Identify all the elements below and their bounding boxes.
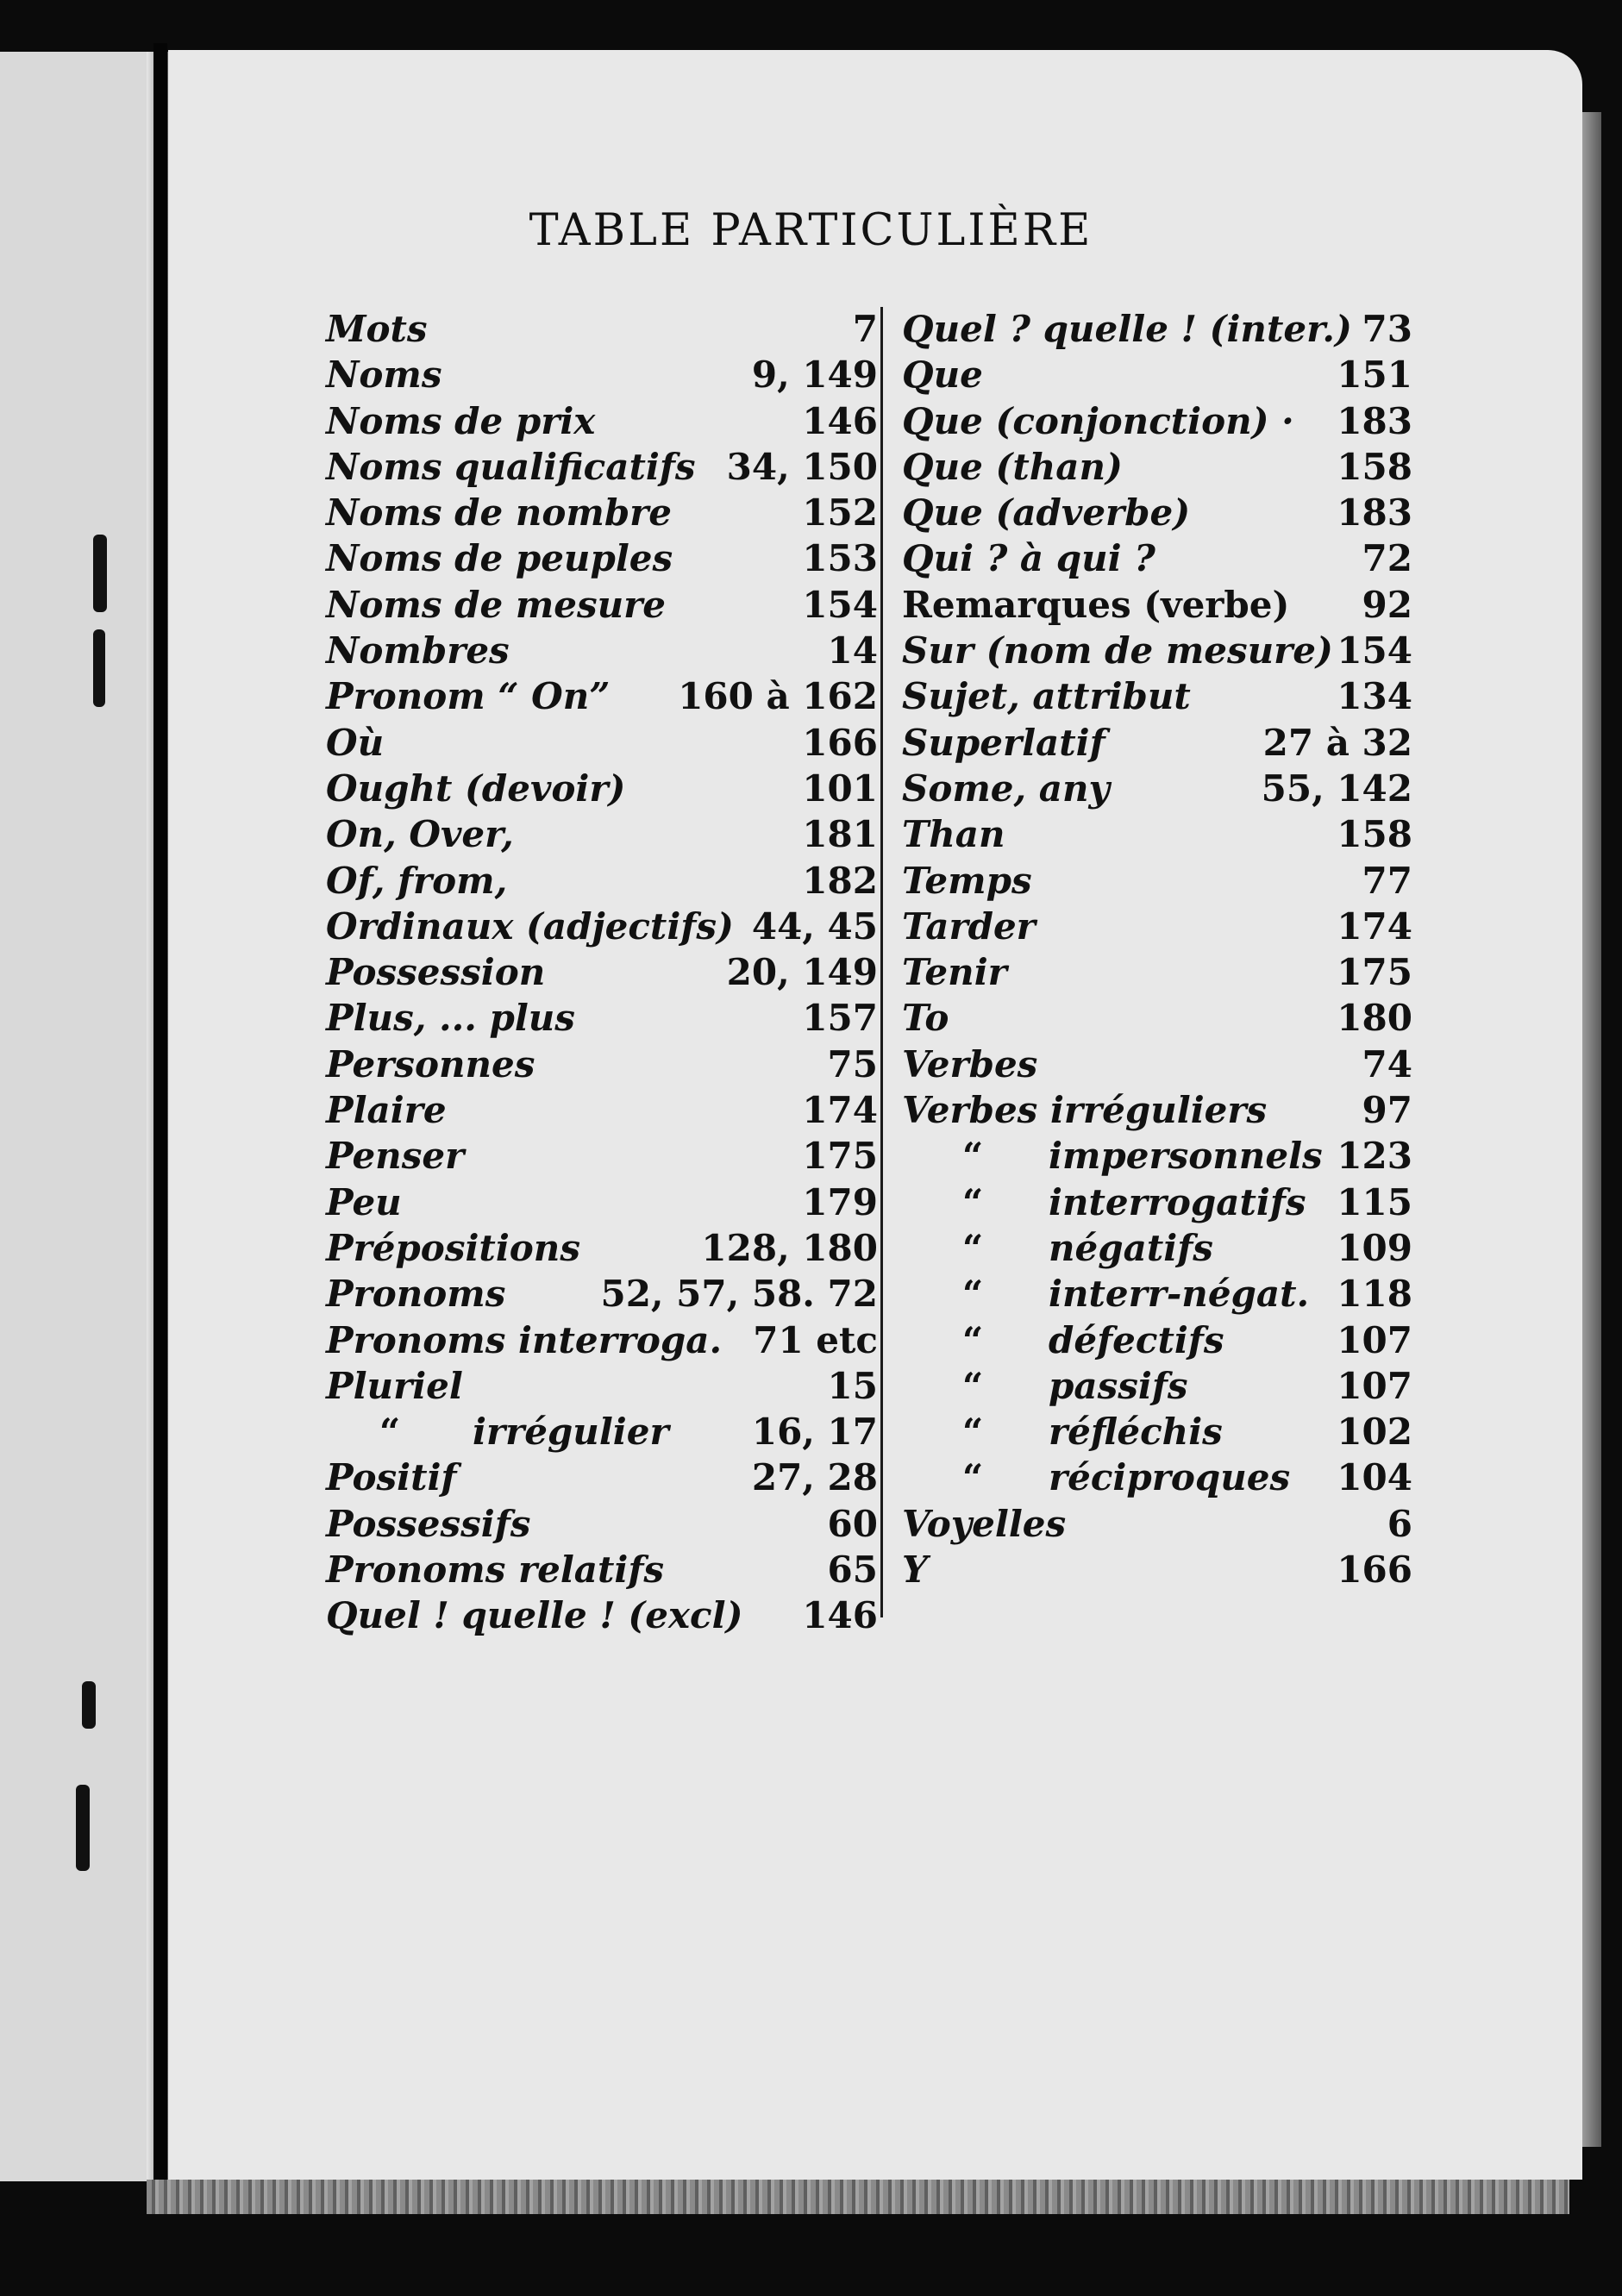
entry-term: irrégulier [473, 1411, 669, 1454]
entry-term: Tarder [902, 904, 1036, 948]
entry-term: Temps [902, 859, 1032, 902]
ditto-mark: “ [962, 1135, 984, 1178]
entry-term: Y [902, 1548, 928, 1592]
index-entry [326, 858, 878, 904]
entry-term: Pronoms relatifs [326, 1548, 665, 1592]
entry-term: Superlatif [902, 721, 1105, 764]
entry-term: Ordinaux (adjectifs) [326, 904, 734, 948]
index-entry [326, 1133, 878, 1179]
entry-pages: 74 [1362, 1042, 1412, 1085]
index-entry [326, 1271, 878, 1317]
index-entry [902, 1179, 1412, 1225]
index-entry [902, 582, 1412, 628]
index-entry [326, 673, 878, 719]
entry-pages: 34, 150 [726, 445, 878, 488]
entry-pages: 65 [827, 1548, 878, 1592]
index-entry [902, 1501, 1412, 1547]
entry-pages: 9, 149 [751, 353, 878, 397]
entry-pages: 14 [827, 629, 878, 673]
index-entry [902, 444, 1412, 490]
entry-pages: 123 [1337, 1135, 1412, 1178]
entry-pages: 71 etc [753, 1318, 878, 1361]
entry-pages: 60 [827, 1502, 878, 1545]
entry-pages: 104 [1337, 1456, 1412, 1499]
index-column-right [902, 306, 1412, 1592]
index-entry [902, 1547, 1412, 1592]
entry-term: Penser [326, 1135, 465, 1178]
index-entry [326, 1317, 878, 1363]
entry-pages: 166 [1337, 1548, 1412, 1592]
entry-term: Voyelles [902, 1502, 1067, 1545]
entry-pages: 146 [802, 399, 878, 442]
entry-pages: 15 [827, 1364, 878, 1407]
entry-term: Qui ? à qui ? [902, 537, 1155, 580]
ditto-mark: “ [379, 1411, 401, 1454]
index-entry [902, 1133, 1412, 1179]
index-entry [902, 628, 1412, 673]
entry-term: Pluriel [326, 1364, 463, 1407]
index-entry [326, 1501, 878, 1547]
index-entry [902, 766, 1412, 811]
entry-pages: 158 [1337, 445, 1412, 488]
entry-term: Pronoms interroga. [326, 1318, 723, 1361]
entry-pages: 7 [852, 308, 878, 350]
index-entry [902, 535, 1412, 581]
index-entry [326, 1087, 878, 1133]
entry-term: Pronoms [326, 1273, 506, 1316]
index-entry [902, 904, 1412, 949]
ditto-mark: “ [962, 1273, 984, 1316]
entry-pages: 154 [802, 583, 878, 626]
entry-term: Ought (devoir) [326, 766, 626, 810]
entry-term: Possessifs [326, 1502, 531, 1545]
entry-pages: 174 [1337, 904, 1412, 948]
index-entry [326, 1179, 878, 1225]
index-entry [326, 1409, 878, 1455]
entry-pages: 180 [1337, 997, 1412, 1040]
index-entry [902, 949, 1412, 995]
scan-speck [76, 1785, 90, 1871]
entry-term: Pronom “ On” [326, 675, 611, 718]
index-entry [326, 352, 878, 397]
entry-term: Plaire [326, 1089, 447, 1132]
entry-pages: 44, 45 [751, 904, 878, 948]
index-entry [902, 1042, 1412, 1087]
index-entry [326, 490, 878, 535]
entry-pages: 146 [802, 1594, 878, 1637]
scan-speck [82, 1681, 96, 1729]
index-entry [902, 306, 1412, 352]
index-entry [902, 1225, 1412, 1271]
entry-pages: 183 [1337, 491, 1412, 535]
entry-pages: 16, 17 [751, 1411, 878, 1454]
ditto-mark: “ [962, 1456, 984, 1499]
index-entry [902, 490, 1412, 535]
index-entry [326, 535, 878, 581]
index-entry [902, 352, 1412, 397]
entry-term: Sujet, attribut [902, 675, 1191, 718]
entry-term: Possession [326, 951, 546, 994]
entry-term: impersonnels [1049, 1135, 1323, 1178]
entry-term: Noms qualificatifs [326, 445, 696, 488]
entry-term: Quel ? quelle ! (inter.) [902, 308, 1352, 350]
entry-pages: 92 [1362, 583, 1412, 626]
entry-pages: 73 [1362, 308, 1412, 350]
entry-term: Some, any [902, 766, 1110, 810]
index-entry [326, 949, 878, 995]
entry-term: Noms de mesure [326, 583, 667, 626]
entry-pages: 154 [1337, 629, 1412, 673]
entry-pages: 107 [1337, 1318, 1412, 1361]
index-entry [902, 720, 1412, 766]
index-entry [326, 398, 878, 444]
entry-term: Où [326, 721, 385, 764]
index-entry [326, 720, 878, 766]
entry-term: réciproques [1049, 1456, 1291, 1499]
ditto-mark: “ [962, 1364, 984, 1407]
index-entry [902, 1363, 1412, 1409]
entry-pages: 134 [1337, 675, 1412, 718]
index-entry [902, 673, 1412, 719]
index-entry [326, 904, 878, 949]
index-entry [326, 811, 878, 857]
entry-term: On, Over, [326, 813, 514, 856]
entry-term: Peu [326, 1180, 402, 1223]
entry-term: Que [902, 353, 983, 397]
entry-pages: 182 [802, 859, 878, 902]
entry-pages: 75 [827, 1042, 878, 1085]
entry-pages: 118 [1337, 1273, 1412, 1316]
entry-pages: 77 [1362, 859, 1412, 902]
entry-pages: 157 [802, 997, 878, 1040]
scan-speck [93, 535, 107, 612]
entry-term: interr-négat. [1049, 1273, 1310, 1316]
entry-pages: 52, 57, 58. 72 [600, 1273, 878, 1316]
entry-pages: 179 [802, 1180, 878, 1223]
entry-pages: 6 [1387, 1502, 1412, 1545]
entry-term: Noms [326, 353, 442, 397]
index-entry [326, 1363, 878, 1409]
entry-term: Que (adverbe) [902, 491, 1191, 535]
entry-pages: 109 [1337, 1226, 1412, 1269]
entry-pages: 27 à 32 [1262, 721, 1412, 764]
entry-term: Mots [326, 308, 428, 350]
index-entry [326, 1455, 878, 1500]
index-entry [902, 1409, 1412, 1455]
entry-term: défectifs [1049, 1318, 1224, 1361]
entry-term: Remarques (verbe) [902, 583, 1290, 626]
entry-pages: 175 [1337, 951, 1412, 994]
entry-pages: 153 [802, 537, 878, 580]
entry-pages: 183 [1337, 399, 1412, 442]
index-entry [902, 398, 1412, 444]
entry-pages: 166 [802, 721, 878, 764]
entry-pages: 160 à 162 [678, 675, 878, 718]
entry-pages: 181 [802, 813, 878, 856]
page-title: TABLE PARTICULIÈRE [529, 205, 1093, 256]
entry-term: Noms de peuples [326, 537, 673, 580]
entry-term: Noms de nombre [326, 491, 673, 535]
entry-term: Quel ! quelle ! (excl) [326, 1594, 743, 1637]
page-stack-edge [147, 2180, 1569, 2214]
column-divider [880, 307, 883, 1617]
index-entry [326, 444, 878, 490]
index-entry [326, 1225, 878, 1271]
entry-term: Than [902, 813, 1005, 856]
entry-term: Tenir [902, 951, 1007, 994]
index-entry [326, 628, 878, 673]
entry-pages: 115 [1337, 1180, 1412, 1223]
index-entry [326, 766, 878, 811]
entry-term: Verbes [902, 1042, 1038, 1085]
index-entry [326, 306, 878, 352]
index-entry [902, 1087, 1412, 1133]
entry-term: Plus, ... plus [326, 997, 575, 1040]
ditto-mark: “ [962, 1226, 984, 1269]
entry-term: Sur (nom de mesure) [902, 629, 1333, 673]
entry-pages: 97 [1362, 1089, 1412, 1132]
ditto-mark: “ [962, 1180, 984, 1223]
entry-term: Que (than) [902, 445, 1123, 488]
entry-pages: 174 [802, 1089, 878, 1132]
entry-term: Personnes [326, 1042, 535, 1085]
entry-pages: 102 [1337, 1411, 1412, 1454]
entry-term: Prépositions [326, 1226, 580, 1269]
index-entry [326, 1592, 878, 1638]
index-entry [326, 1042, 878, 1087]
entry-pages: 128, 180 [701, 1226, 878, 1269]
index-entry [902, 858, 1412, 904]
entry-pages: 152 [802, 491, 878, 535]
entry-term: interrogatifs [1049, 1180, 1306, 1223]
entry-term: Noms de prix [326, 399, 596, 442]
entry-pages: 107 [1337, 1364, 1412, 1407]
entry-term: négatifs [1049, 1226, 1213, 1269]
entry-pages: 175 [802, 1135, 878, 1178]
entry-pages: 101 [802, 766, 878, 810]
index-entry [326, 995, 878, 1041]
index-entry [902, 1455, 1412, 1500]
index-entry [902, 1317, 1412, 1363]
page-right-edge [1582, 112, 1601, 2147]
index-entry [902, 1271, 1412, 1317]
entry-term: passifs [1049, 1364, 1188, 1407]
entry-pages: 72 [1362, 537, 1412, 580]
entry-term: Positif [326, 1456, 457, 1499]
index-entry [326, 582, 878, 628]
index-entry [326, 1547, 878, 1592]
entry-pages: 151 [1337, 353, 1412, 397]
ditto-mark: “ [962, 1318, 984, 1361]
entry-pages: 55, 142 [1261, 766, 1412, 810]
entry-term: Que (conjonction) · [902, 399, 1294, 442]
scan-speck [93, 629, 105, 707]
entry-pages: 20, 149 [726, 951, 878, 994]
book-gutter [153, 43, 167, 2181]
entry-term: réfléchis [1049, 1411, 1223, 1454]
index-column-left [326, 306, 878, 1639]
entry-term: To [902, 997, 949, 1040]
entry-term: Verbes irréguliers [902, 1089, 1268, 1132]
entry-pages: 158 [1337, 813, 1412, 856]
ditto-mark: “ [962, 1411, 984, 1454]
entry-term: Nombres [326, 629, 510, 673]
index-entry [902, 811, 1412, 857]
index-entry [902, 995, 1412, 1041]
entry-pages: 27, 28 [751, 1456, 878, 1499]
entry-term: Of, from, [326, 859, 508, 902]
